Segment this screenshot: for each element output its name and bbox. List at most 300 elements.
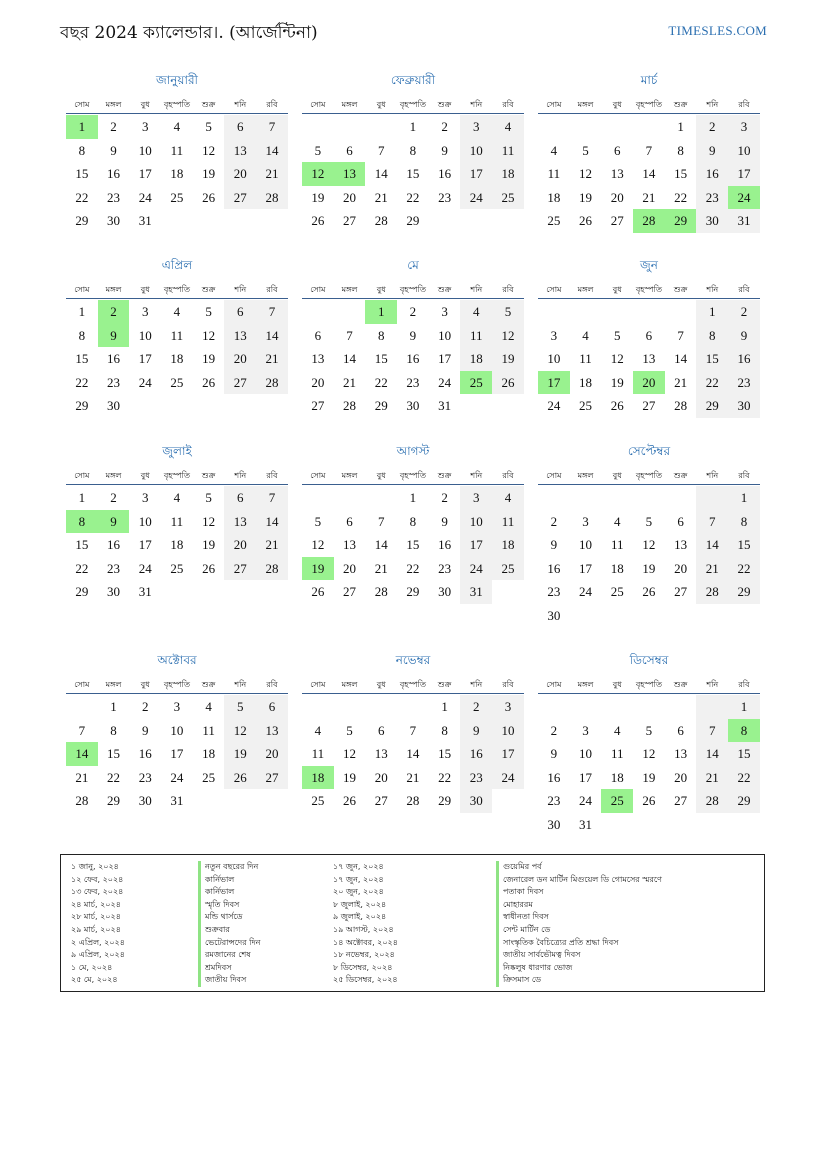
empty-cell	[397, 695, 429, 719]
weekday-header	[66, 467, 288, 485]
weekday-header	[302, 676, 524, 694]
weekday-label: বুধ	[612, 100, 622, 109]
empty-cell	[696, 486, 728, 510]
day-cell: 12	[492, 324, 524, 348]
day-cell: 2	[441, 490, 448, 505]
empty-cell	[334, 300, 366, 324]
empty-cell	[601, 604, 633, 628]
day-cell: 13	[256, 719, 288, 743]
day-cell: 16	[107, 166, 121, 181]
weekday-label: বুধ	[612, 471, 622, 480]
empty-cell	[365, 486, 397, 510]
day-cell: 16	[107, 537, 121, 552]
day-cell: 7	[78, 722, 86, 738]
weekday-label: শনি	[234, 680, 247, 689]
day-cell: 20	[610, 189, 624, 205]
day-cell: 29	[107, 793, 121, 808]
day-grid	[66, 115, 288, 233]
day-cell: 8	[66, 510, 98, 534]
weekday-label: বুধ	[612, 285, 622, 294]
month-name: আগস্ট	[396, 444, 430, 458]
day-cell: 1	[696, 300, 728, 324]
empty-cell	[492, 789, 524, 813]
day-cell: 8	[677, 142, 684, 158]
weekday-label: মঙ্গল	[577, 471, 594, 480]
day-cell: 3	[582, 722, 589, 738]
empty-cell	[365, 115, 397, 139]
empty-cell	[665, 813, 697, 837]
day-cell: 27	[311, 398, 325, 413]
day-cell: 17	[460, 162, 492, 186]
day-cell: 1	[365, 300, 397, 324]
day-cell: 14	[256, 510, 288, 534]
day-cell: 12	[202, 327, 216, 343]
day-cell: 22	[728, 557, 760, 581]
empty-cell	[460, 394, 492, 418]
day-cell: 15	[107, 746, 121, 761]
empty-cell	[696, 695, 728, 719]
day-grid	[302, 300, 524, 418]
day-cell: 6	[346, 142, 353, 158]
day-cell: 12	[642, 746, 656, 761]
weekday-label: শুক্র	[201, 471, 216, 480]
legend-holiday-name: জাতীয় দিবস	[198, 974, 260, 987]
day-cell: 10	[579, 746, 593, 761]
month-name: মার্চ	[640, 73, 658, 87]
empty-cell	[256, 394, 288, 418]
day-grid	[538, 115, 760, 233]
day-cell: 20	[674, 560, 688, 576]
day-cell: 30	[107, 213, 121, 228]
day-cell: 31	[138, 213, 152, 228]
empty-cell	[460, 209, 492, 233]
day-cell: 30	[138, 793, 152, 808]
day-cell: 22	[374, 374, 388, 390]
day-cell: 26	[610, 398, 624, 413]
weekday-label: বুধ	[612, 680, 622, 689]
day-cell: 12	[202, 513, 216, 529]
day-cell: 28	[406, 793, 420, 808]
day-cell: 21	[696, 557, 728, 581]
day-cell: 2	[728, 300, 760, 324]
day-cell: 20	[343, 560, 357, 576]
empty-cell	[224, 394, 256, 418]
day-cell: 29	[728, 789, 760, 813]
day-cell: 29	[406, 213, 420, 228]
weekday-label: শুক্র	[673, 680, 688, 689]
day-cell: 2	[550, 722, 558, 738]
weekday-label: বৃহস্পতি	[163, 471, 190, 480]
empty-cell	[302, 486, 334, 510]
empty-cell	[302, 115, 334, 139]
day-cell: 31	[460, 580, 492, 604]
day-cell: 10	[170, 722, 184, 738]
day-cell: 15	[75, 166, 89, 181]
empty-cell	[633, 486, 665, 510]
day-cell: 29	[75, 213, 89, 228]
day-cell: 10	[138, 327, 152, 343]
day-cell: 13	[374, 746, 388, 761]
day-cell: 3	[460, 486, 492, 510]
day-cell: 17	[492, 742, 524, 766]
day-cell: 28	[674, 398, 688, 413]
weekday-label: বুধ	[376, 471, 386, 480]
weekday-label: বৃহস্পতি	[399, 471, 426, 480]
day-cell: 23	[438, 189, 452, 205]
day-cell: 17	[138, 537, 152, 552]
legend-date: ২৫ ডিসেম্বর, ২০২৪	[333, 975, 398, 985]
day-cell: 24	[547, 398, 561, 413]
day-cell: 15	[674, 166, 688, 181]
weekday-label: মঙ্গল	[341, 680, 358, 689]
day-grid	[538, 695, 760, 836]
day-cell: 14	[374, 537, 388, 552]
day-cell: 19	[202, 166, 216, 181]
day-cell: 23	[107, 374, 121, 390]
day-cell: 6	[346, 513, 353, 529]
empty-cell	[633, 813, 665, 837]
day-cell: 2	[110, 490, 117, 505]
weekday-label: মঙ্গল	[577, 680, 594, 689]
day-cell: 28	[374, 584, 388, 599]
empty-cell	[601, 813, 633, 837]
weekday-label: মঙ্গল	[105, 100, 122, 109]
day-cell: 20	[374, 769, 388, 785]
day-cell: 8	[441, 722, 448, 738]
empty-cell	[224, 789, 256, 813]
day-cell: 4	[582, 327, 589, 343]
day-cell: 20	[674, 769, 688, 785]
weekday-label: বৃহস্পতি	[399, 100, 426, 109]
legend-names-col-1	[198, 861, 260, 987]
day-cell: 3	[550, 327, 558, 343]
legend-holiday-name: রমজানের শেষ	[198, 949, 260, 962]
weekday-label: রবি	[266, 471, 278, 480]
day-cell: 24	[460, 186, 492, 210]
day-cell: 16	[696, 162, 728, 186]
day-cell: 1	[66, 115, 98, 139]
empty-cell	[538, 115, 570, 139]
day-cell: 12	[302, 162, 334, 186]
day-cell: 7	[256, 486, 288, 510]
day-cell: 7	[377, 513, 385, 529]
day-cell: 1	[409, 119, 417, 134]
weekday-label: শনি	[470, 471, 483, 480]
day-cell: 20	[311, 374, 325, 390]
day-cell: 19	[610, 374, 624, 390]
weekday-label: সোম	[546, 285, 562, 294]
day-cell: 27	[674, 584, 688, 599]
day-cell: 10	[547, 351, 561, 366]
weekday-label: মঙ্গল	[341, 100, 358, 109]
weekday-label: সোম	[310, 285, 326, 294]
day-cell: 4	[613, 513, 621, 529]
day-cell: 27	[224, 186, 256, 210]
day-cell: 11	[170, 513, 184, 529]
empty-cell	[665, 486, 697, 510]
day-cell: 9	[441, 513, 448, 529]
day-cell: 2	[550, 513, 558, 529]
site-link[interactable]: TIMESLES.COM	[668, 23, 767, 38]
day-cell: 6	[314, 327, 322, 343]
weekday-label: সোম	[74, 471, 90, 480]
day-cell: 8	[377, 327, 385, 343]
day-cell: 28	[374, 213, 388, 228]
weekday-label: রবি	[502, 471, 514, 480]
day-cell: 28	[633, 209, 665, 233]
day-cell: 14	[256, 139, 288, 163]
month-block	[538, 72, 760, 233]
day-cell: 24	[460, 557, 492, 581]
day-cell: 18	[170, 166, 184, 181]
weekday-header	[302, 96, 524, 114]
day-cell: 4	[314, 722, 322, 738]
empty-cell	[334, 115, 366, 139]
day-cell: 8	[78, 142, 86, 158]
month-block	[66, 652, 288, 813]
day-cell: 14	[343, 351, 357, 366]
day-cell: 3	[141, 304, 149, 319]
day-cell: 9	[550, 746, 558, 761]
day-cell: 1	[409, 490, 417, 505]
day-cell: 30	[460, 789, 492, 813]
weekday-header	[538, 96, 760, 114]
day-cell: 21	[696, 766, 728, 790]
day-cell: 8	[409, 513, 417, 529]
day-cell: 7	[409, 722, 417, 738]
weekday-header	[538, 676, 760, 694]
weekday-label: মঙ্গল	[341, 471, 358, 480]
weekday-label: শনি	[470, 680, 483, 689]
day-cell: 20	[633, 371, 665, 395]
day-cell: 22	[674, 189, 688, 205]
day-cell: 13	[674, 746, 688, 761]
weekday-label: শুক্র	[673, 285, 688, 294]
day-cell: 12	[343, 746, 357, 761]
weekday-label: বৃহস্পতি	[635, 471, 662, 480]
legend-holiday-name: ভেটেরান্সদের দিন	[198, 937, 260, 950]
day-cell: 15	[75, 351, 89, 366]
day-cell: 14	[256, 324, 288, 348]
day-cell: 23	[728, 371, 760, 395]
day-cell: 30	[107, 398, 121, 413]
month-block	[66, 257, 288, 418]
day-cell: 20	[224, 162, 256, 186]
day-cell: 9	[110, 142, 117, 158]
month-block	[538, 652, 760, 836]
day-cell: 17	[170, 746, 184, 761]
day-cell: 22	[406, 189, 420, 205]
day-cell: 29	[75, 584, 89, 599]
day-cell: 2	[696, 115, 728, 139]
day-cell: 15	[406, 166, 420, 181]
weekday-label: শুক্র	[201, 285, 216, 294]
month-block	[66, 443, 288, 604]
day-cell: 23	[138, 769, 152, 785]
day-cell: 16	[547, 769, 561, 785]
day-cell: 26	[642, 584, 656, 599]
day-cell: 19	[202, 351, 216, 366]
month-name: নভেম্বর	[395, 653, 431, 667]
weekday-label: শনি	[470, 285, 483, 294]
day-cell: 16	[138, 746, 152, 761]
day-cell: 23	[460, 766, 492, 790]
day-cell: 8	[110, 722, 117, 738]
day-cell: 16	[438, 537, 452, 552]
day-cell: 4	[460, 300, 492, 324]
legend-date: ২৯ মার্চ, ২০২৪	[71, 924, 121, 934]
legend-date: ১৭ জুন, ২০২৪	[333, 862, 384, 871]
day-cell: 29	[696, 394, 728, 418]
empty-cell	[492, 209, 524, 233]
day-cell: 5	[224, 695, 256, 719]
month-name: এপ্রিল	[161, 258, 193, 272]
legend-date: ৮ ডিসেম্বর, ২০২৪	[333, 962, 393, 972]
day-cell: 21	[406, 769, 420, 785]
day-cell: 21	[343, 374, 357, 390]
day-cell: 18	[460, 347, 492, 371]
weekday-label: বৃহস্পতি	[163, 680, 190, 689]
day-cell: 8	[728, 719, 760, 743]
day-cell: 2	[460, 695, 492, 719]
weekday-label: রবি	[738, 285, 750, 294]
day-cell: 21	[256, 162, 288, 186]
weekday-label: রবি	[266, 680, 278, 689]
empty-cell	[570, 115, 602, 139]
legend-holiday-name: স্মৃতি দিবস	[198, 899, 260, 912]
day-cell: 27	[610, 213, 624, 228]
weekday-label: শুক্র	[673, 100, 688, 109]
empty-cell	[633, 695, 665, 719]
day-cell: 30	[438, 584, 452, 599]
day-cell: 6	[645, 327, 653, 343]
day-cell: 25	[601, 789, 633, 813]
weekday-label: রবি	[738, 100, 750, 109]
day-cell: 3	[460, 115, 492, 139]
day-cell: 26	[642, 793, 656, 808]
day-cell: 10	[579, 537, 593, 552]
day-cell: 25	[492, 557, 524, 581]
day-cell: 18	[579, 374, 593, 390]
day-cell: 28	[256, 186, 288, 210]
legend-holiday-name: শ্রমদিবস	[198, 962, 260, 975]
day-cell: 14	[406, 746, 420, 761]
day-cell: 25	[492, 186, 524, 210]
day-cell: 4	[173, 304, 181, 319]
weekday-label: বুধ	[140, 680, 150, 689]
empty-cell	[193, 209, 225, 233]
weekday-label: বৃহস্পতি	[163, 100, 190, 109]
day-cell: 19	[224, 742, 256, 766]
day-cell: 23	[107, 189, 121, 205]
day-cell: 2	[110, 119, 117, 134]
day-cell: 17	[438, 351, 452, 366]
day-grid	[538, 300, 760, 418]
day-cell: 15	[406, 537, 420, 552]
day-cell: 31	[170, 793, 184, 808]
legend-date: ১৯ আগস্ট, ২০২৪	[333, 924, 394, 934]
day-cell: 12	[610, 351, 624, 366]
day-cell: 27	[674, 793, 688, 808]
legend-date: ২০ জুন, ২০২৪	[333, 887, 384, 897]
day-cell: 19	[302, 557, 334, 581]
empty-cell	[538, 486, 570, 510]
weekday-label: মঙ্গল	[105, 680, 122, 689]
weekday-label: মঙ্গল	[341, 285, 358, 294]
day-cell: 31	[438, 398, 452, 413]
day-cell: 26	[202, 374, 216, 390]
day-cell: 26	[343, 793, 357, 808]
day-cell: 6	[224, 300, 256, 324]
day-cell: 16	[547, 560, 561, 576]
day-cell: 25	[170, 189, 184, 205]
day-cell: 21	[674, 374, 688, 390]
day-cell: 18	[302, 766, 334, 790]
day-cell: 6	[377, 722, 385, 738]
empty-cell	[302, 300, 334, 324]
empty-cell	[633, 604, 665, 628]
day-cell: 25	[610, 584, 624, 599]
day-cell: 24	[138, 374, 152, 390]
legend-date: ২ এপ্রিল, ২০২৪	[71, 937, 125, 947]
weekday-label: শুক্র	[437, 100, 452, 109]
empty-cell	[665, 695, 697, 719]
day-cell: 16	[460, 742, 492, 766]
day-cell: 9	[98, 324, 130, 348]
day-cell: 15	[696, 347, 728, 371]
day-cell: 15	[728, 533, 760, 557]
day-cell: 10	[438, 327, 452, 343]
weekday-label: শুক্র	[201, 100, 216, 109]
day-cell: 18	[610, 560, 624, 576]
day-cell: 30	[406, 398, 420, 413]
empty-cell	[66, 695, 98, 719]
weekday-label: মঙ্গল	[577, 100, 594, 109]
day-cell: 7	[696, 510, 728, 534]
day-cell: 25	[547, 213, 561, 228]
empty-cell	[570, 695, 602, 719]
empty-cell	[538, 695, 570, 719]
empty-cell	[492, 394, 524, 418]
day-cell: 15	[438, 746, 452, 761]
day-cell: 11	[170, 142, 184, 158]
day-cell: 10	[492, 719, 524, 743]
legend-date: ২৪ মার্চ, ২০২৪	[71, 899, 121, 909]
weekday-label: শনি	[706, 100, 719, 109]
weekday-label: বুধ	[376, 680, 386, 689]
day-cell: 28	[256, 557, 288, 581]
day-cell: 4	[205, 699, 212, 714]
weekday-header	[538, 467, 760, 485]
empty-cell	[193, 789, 225, 813]
day-cell: 27	[256, 766, 288, 790]
day-cell: 21	[75, 769, 89, 785]
day-cell: 29	[665, 209, 697, 233]
day-cell: 6	[256, 695, 288, 719]
weekday-label: রবি	[266, 285, 278, 294]
weekday-label: মঙ্গল	[577, 285, 594, 294]
day-cell: 21	[256, 347, 288, 371]
day-cell: 21	[374, 560, 388, 576]
day-cell: 25	[579, 398, 593, 413]
weekday-label: রবি	[738, 680, 750, 689]
day-cell: 3	[728, 115, 760, 139]
day-cell: 18	[492, 533, 524, 557]
day-cell: 2	[409, 304, 417, 319]
day-grid	[302, 115, 524, 233]
weekday-label: সোম	[546, 471, 562, 480]
day-cell: 28	[75, 793, 89, 808]
